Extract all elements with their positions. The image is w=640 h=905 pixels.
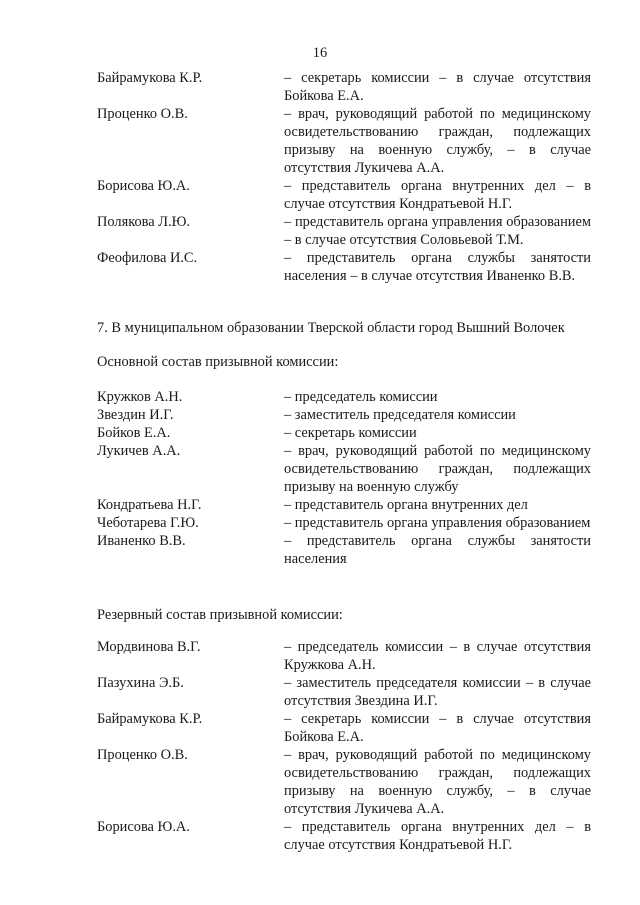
member-name: Феофилова И.С.: [97, 250, 198, 266]
section-heading: 7. В муниципальном образовании Тверской области город Вышний Волочек: [97, 320, 565, 336]
member-name: Чеботарева Г.Ю.: [97, 515, 199, 531]
list-item: [0, 674, 640, 710]
member-name: Проценко О.В.: [97, 106, 188, 122]
main-composition-heading: Основной состав призывной комиссии:: [97, 354, 339, 370]
member-role: – представитель органа службы занятости населения – в случае отсутствия Иваненко В.В.: [284, 250, 591, 284]
main-member-list: [0, 388, 640, 568]
list-item: [0, 424, 640, 442]
member-name: Байрамукова К.Р.: [97, 70, 203, 86]
member-role: – заместитель председателя комиссии – в случае отсутствия Звездина И.Г.: [284, 675, 591, 709]
member-name: Пазухина Э.Б.: [97, 675, 184, 691]
list-item: [0, 177, 640, 213]
member-role: – заместитель председателя комиссии: [284, 407, 516, 423]
member-name: Мордвинова В.Г.: [97, 639, 201, 655]
member-name: Кружков А.Н.: [97, 389, 183, 405]
member-role: – представитель органа внутренних дел – в случае отсутствия Кондратьевой Н.Г.: [284, 819, 591, 853]
member-role: – председатель комиссии: [284, 389, 438, 405]
member-name: Кондратьева Н.Г.: [97, 497, 202, 513]
member-name: Полякова Л.Ю.: [97, 214, 190, 230]
member-role: – представитель органа управления образованием: [284, 515, 591, 531]
member-role: – секретарь комиссии: [284, 425, 417, 441]
member-name: Проценко О.В.: [97, 747, 188, 763]
list-item: [0, 249, 640, 285]
member-role: – представитель органа службы занятости населения: [284, 533, 591, 567]
list-item: [0, 213, 640, 249]
member-name: Борисова Ю.А.: [97, 178, 190, 194]
list-item: [0, 496, 640, 514]
member-name: Звездин И.Г.: [97, 407, 174, 423]
list-item: [0, 442, 640, 496]
list-item: [0, 388, 640, 406]
member-role: – представитель органа управления образованием – в случае отсутствия Соловьевой Т.М.: [284, 214, 591, 248]
member-role: – врач, руководящий работой по медицинскому освидетельствованию граждан, подлежащих призыву на военную службу, – в случае отсутствия Лукичева А.А.: [284, 106, 591, 176]
top-member-list: [0, 69, 640, 285]
member-name: Байрамукова К.Р.: [97, 711, 203, 727]
member-role: – председатель комиссии – в случае отсутствия Кружкова А.Н.: [284, 639, 591, 673]
member-name: Иваненко В.В.: [97, 533, 186, 549]
list-item: [0, 710, 640, 746]
list-item: [0, 514, 640, 532]
member-role: – представитель органа внутренних дел – в случае отсутствия Кондратьевой Н.Г.: [284, 178, 591, 212]
reserve-member-list: [0, 638, 640, 854]
member-name: Бойков Е.А.: [97, 425, 171, 441]
member-role: – представитель органа внутренних дел: [284, 497, 528, 513]
list-item: [0, 818, 640, 854]
member-role: – секретарь комиссии – в случае отсутствия Бойкова Е.А.: [284, 711, 591, 745]
list-item: [0, 406, 640, 424]
member-name: Лукичев А.А.: [97, 443, 181, 459]
member-role: – врач, руководящий работой по медицинскому освидетельствованию граждан, подлежащих призыву на военную службу, – в случае отсутствия Лукичева А.А.: [284, 747, 591, 817]
list-item: [0, 746, 640, 818]
page-number: 16: [312, 45, 328, 61]
list-item: [0, 638, 640, 674]
member-name: Борисова Ю.А.: [97, 819, 190, 835]
member-role: – врач, руководящий работой по медицинскому освидетельствованию граждан, подлежащих призыву на военную службу: [284, 443, 591, 495]
list-item: [0, 532, 640, 568]
list-item: [0, 105, 640, 177]
list-item: [0, 69, 640, 105]
reserve-composition-heading: Резервный состав призывной комиссии:: [97, 607, 343, 623]
member-role: – секретарь комиссии – в случае отсутствия Бойкова Е.А.: [284, 70, 591, 104]
